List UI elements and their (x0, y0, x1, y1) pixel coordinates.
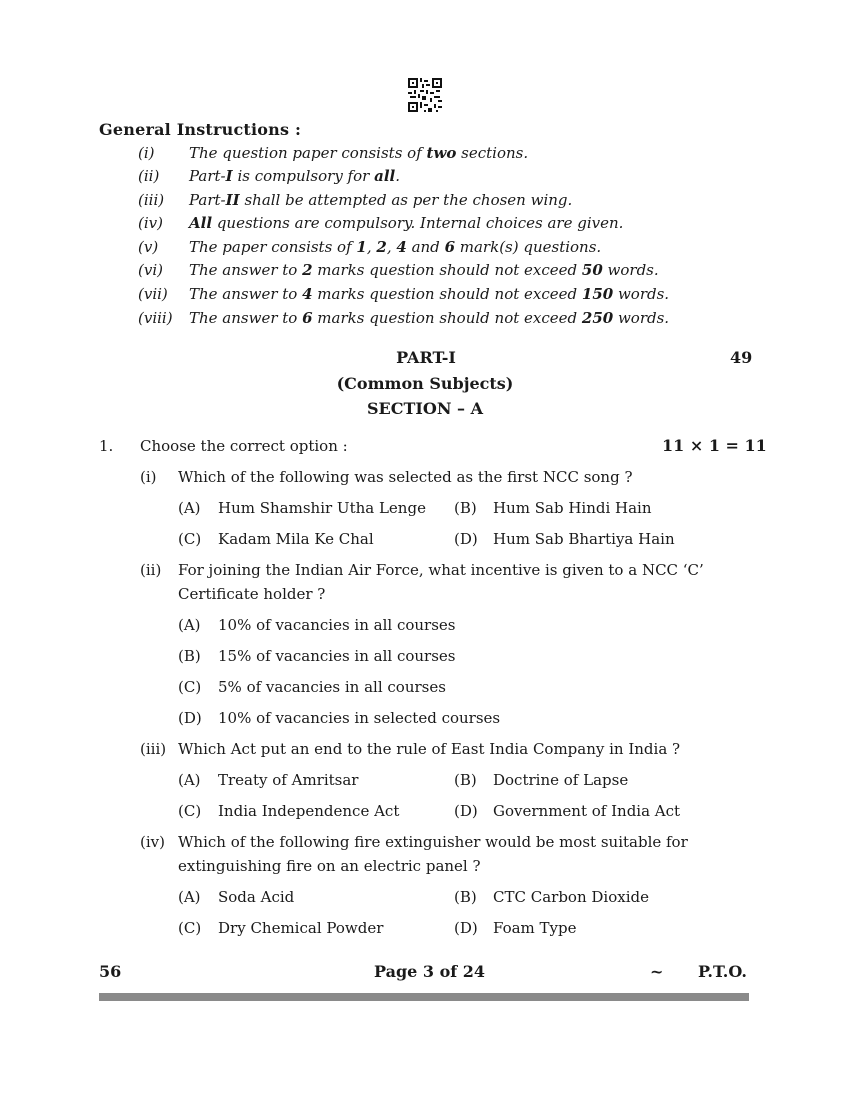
instruction-run: marks question should not exceed (312, 261, 582, 279)
instruction-run: The answer to (189, 285, 303, 303)
subquestion-text: For joining the Indian Air Force, what incentive is given to a NCC ‘C’ (178, 561, 704, 579)
instruction-emphasis: 150 (581, 285, 614, 303)
option-label: (B) (454, 499, 477, 517)
option-text: Hum Sab Bhartiya Hain (493, 530, 675, 548)
option-text: Hum Sab Hindi Hain (493, 499, 652, 517)
subquestion-text: Certificate holder ? (178, 585, 326, 603)
instruction-run: words. (613, 309, 670, 327)
instruction-text (189, 144, 528, 162)
instruction-emphasis: all (374, 167, 396, 185)
option-text: Foam Type (493, 919, 577, 937)
option-text: Government of India Act (493, 802, 681, 820)
instruction-run: . (395, 167, 400, 185)
instruction-run: Part- (189, 191, 226, 209)
instruction-text (189, 191, 572, 209)
option-label: (A) (178, 888, 201, 906)
option-text: Dry Chemical Powder (218, 919, 384, 937)
option-text: 5% of vacancies in all courses (218, 678, 446, 696)
instruction-run: shall be attempted as per the chosen wing. (239, 191, 573, 209)
instruction-run: Part- (189, 167, 226, 185)
option-text: Kadam Mila Ke Chal (218, 530, 374, 548)
instruction-emphasis: 2 (376, 238, 387, 256)
instruction-number: (iv) (138, 214, 163, 232)
part-title: PART-I (396, 348, 456, 367)
option-label: (B) (454, 888, 477, 906)
instruction-emphasis: 50 (581, 261, 603, 279)
instruction-text (189, 309, 669, 327)
instruction-run: mark(s) questions. (455, 238, 602, 256)
subquestion-text: Which of the following fire extinguisher would be most suitable for (178, 833, 688, 851)
instruction-number: (vii) (138, 285, 168, 303)
instruction-text (189, 167, 400, 185)
instruction-run: The question paper consists of (189, 144, 427, 162)
option-text: Treaty of Amritsar (218, 771, 359, 789)
instruction-number: (ii) (138, 167, 160, 185)
subquestion-number: (iv) (140, 833, 165, 851)
option-label: (C) (178, 919, 202, 937)
general-instructions-title: General Instructions : (99, 120, 302, 139)
instruction-emphasis: II (225, 191, 240, 209)
footer-code: 56 (99, 962, 122, 981)
instruction-number: (iii) (138, 191, 165, 209)
option-label: (D) (178, 709, 202, 727)
option-label: (D) (454, 530, 478, 548)
option-label: (C) (178, 530, 202, 548)
instruction-number: (i) (138, 144, 155, 162)
part-subtitle: (Common Subjects) (336, 374, 514, 393)
qr-code-icon (408, 78, 442, 112)
instruction-number: (viii) (138, 309, 173, 327)
option-label: (B) (454, 771, 477, 789)
instruction-text (189, 214, 623, 232)
option-label: (A) (178, 771, 201, 789)
footer-page-number: Page 3 of 24 (374, 962, 485, 981)
question-number: 1. (99, 437, 114, 455)
instruction-emphasis: 6 (302, 309, 313, 327)
question-text: Choose the correct option : (140, 437, 348, 455)
option-text: 10% of vacancies in all courses (218, 616, 456, 634)
paper-code: 49 (730, 348, 753, 367)
option-text: 10% of vacancies in selected courses (218, 709, 501, 727)
option-label: (C) (178, 678, 202, 696)
instruction-emphasis: 4 (396, 238, 407, 256)
instruction-emphasis: 2 (302, 261, 313, 279)
instruction-run: and (406, 238, 445, 256)
instruction-emphasis: 1 (356, 238, 367, 256)
instruction-number: (v) (138, 238, 159, 256)
option-label: (A) (178, 499, 201, 517)
instruction-run: words. (613, 285, 670, 303)
option-label: (D) (454, 919, 478, 937)
instruction-number: (vi) (138, 261, 163, 279)
instruction-run: The answer to (189, 309, 303, 327)
instruction-text (189, 261, 659, 279)
option-text: Hum Shamshir Utha Lenge (218, 499, 426, 517)
instruction-text (189, 285, 669, 303)
option-label: (B) (178, 647, 201, 665)
option-label: (C) (178, 802, 202, 820)
instruction-run: The answer to (189, 261, 303, 279)
instruction-run: The paper consists of (189, 238, 357, 256)
option-text: Soda Acid (218, 888, 295, 906)
instruction-emphasis: 250 (581, 309, 614, 327)
subquestion-number: (ii) (140, 561, 162, 579)
instruction-run: marks question should not exceed (312, 285, 582, 303)
instruction-text (189, 238, 601, 256)
instruction-run: , (366, 238, 377, 256)
subquestion-number: (iii) (140, 740, 167, 758)
footer-rule (99, 993, 749, 1001)
instruction-run: words. (602, 261, 659, 279)
subquestion-text: Which Act put an end to the rule of East India Company in India ? (178, 740, 681, 758)
instruction-emphasis: All (189, 214, 213, 232)
instruction-emphasis: 4 (302, 285, 313, 303)
instruction-emphasis: 6 (444, 238, 455, 256)
option-label: (D) (454, 802, 478, 820)
option-text: Doctrine of Lapse (493, 771, 629, 789)
subquestion-text: Which of the following was selected as the first NCC song ? (178, 468, 633, 486)
instruction-run: , (386, 238, 397, 256)
option-text: India Independence Act (218, 802, 400, 820)
footer-tilde: ~ (650, 962, 664, 981)
question-marks: 11 × 1 = 11 (662, 436, 767, 455)
section-title: SECTION – A (367, 399, 483, 418)
instruction-run: sections. (456, 144, 529, 162)
instruction-run: marks question should not exceed (312, 309, 582, 327)
option-text: CTC Carbon Dioxide (493, 888, 649, 906)
option-text: 15% of vacancies in all courses (218, 647, 456, 665)
subquestion-text: extinguishing fire on an electric panel ? (178, 857, 481, 875)
footer-pto: P.T.O. (698, 962, 747, 981)
instruction-emphasis: I (225, 167, 233, 185)
instruction-run: is compulsory for (232, 167, 375, 185)
instruction-emphasis: two (426, 144, 457, 162)
instruction-run: questions are compulsory. Internal choices are given. (212, 214, 624, 232)
option-label: (A) (178, 616, 201, 634)
subquestion-number: (i) (140, 468, 157, 486)
